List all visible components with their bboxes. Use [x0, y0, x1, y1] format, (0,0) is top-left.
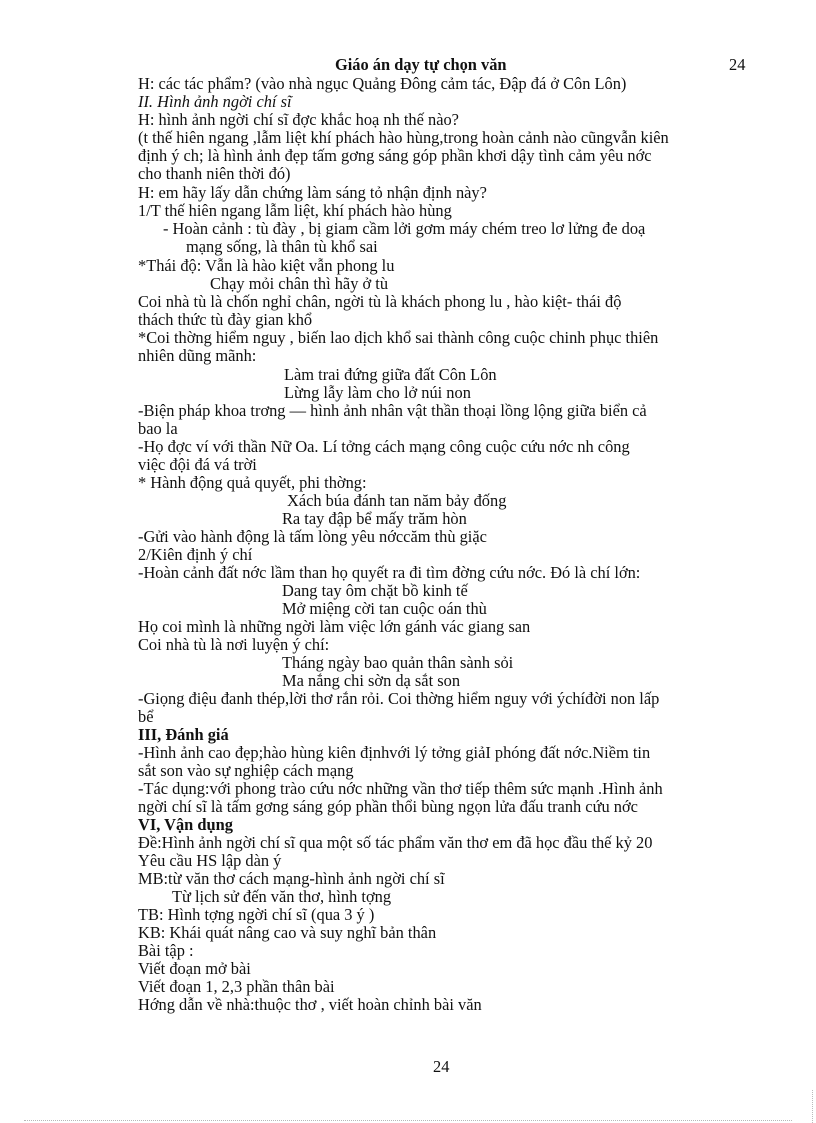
text-line: mạng sống, là thân tù khổ sai: [186, 237, 378, 256]
poem-line: Xách búa đánh tan năm bảy đống: [287, 491, 507, 510]
text-line: * Hành động quả quyết, phi thờng:: [138, 473, 367, 492]
text-line: *Coi thờng hiểm nguy , biến lao dịch khổ sai thành công cuộc chinh phục thiên: [138, 328, 659, 347]
margin-divider: [812, 1090, 813, 1123]
text-line: bể: [138, 707, 154, 726]
text-line: Coi nhà tù là chốn nghỉ chân, ngời tù là khách phong lu , hào kiệt- thái độ: [138, 292, 622, 311]
page-break-divider: [24, 1120, 792, 1121]
text-line: (t thế hiên ngang ,lẫm liệt khí phách hào hùng,trong hoàn cảnh nào cũngvẫn kiên: [138, 128, 669, 147]
text-line: KB: Khái quát nâng cao và suy nghĩ bản thân: [138, 923, 437, 942]
poem-line: Dang tay ôm chặt bồ kinh tế: [282, 581, 468, 600]
section-heading: II. Hình ảnh ngời chí sĩ: [138, 92, 292, 111]
text-line: bao la: [138, 419, 178, 438]
text-line: Hớng dẫn về nhà:thuộc thơ , viết hoàn chỉnh bài văn: [138, 995, 482, 1014]
text-line: H: các tác phẩm? (vào nhà ngục Quảng Đông cảm tác, Đập đá ở Côn Lôn): [138, 74, 627, 93]
text-line: thách thức tù đày gian khổ: [138, 310, 313, 329]
text-line: MB:từ văn thơ cách mạng-hình ảnh ngời chí sĩ: [138, 869, 445, 888]
text-line: -Giọng điệu đanh thép,lời thơ rắn rỏi. Coi thờng hiểm nguy với ýchíđời non lấp: [138, 689, 660, 708]
poem-line: Lừng lẫy làm cho lở núi non: [284, 383, 471, 402]
bullet-line: - Hoàn cảnh : tù đày , bị giam cầm lởi gơm máy chém treo lơ lửng đe doạ: [163, 219, 646, 238]
poem-line: Tháng ngày bao quản thân sành sỏi: [282, 653, 514, 672]
text-line: việc đội đá vá trời: [138, 455, 257, 474]
poem-line: Ma nắng chi sờn dạ sắt son: [282, 671, 461, 690]
text-line: -Tác dụng:với phong trào cứu nớc những vần thơ tiếp thêm sức mạnh .Hình ảnh: [138, 779, 663, 798]
text-line: -Họ đợc ví với thần Nữ Oa. Lí tởng cách mạng công cuộc cứu nớc nh công: [138, 437, 630, 456]
text-line: -Hình ảnh cao đẹp;hào hùng kiên địnhvới lý tởng giảI phóng đất nớc.Niềm tin: [138, 743, 651, 762]
text-line: ngời chí sĩ là tấm gơng sáng góp phần thổi bùng ngọn lửa đấu tranh cứu nớc: [138, 797, 638, 816]
text-line: Viết đoạn 1, 2,3 phần thân bài: [138, 977, 335, 996]
poem-line: Ra tay đập bể mấy trăm hòn: [282, 509, 467, 528]
text-line: định ý ch; là hình ảnh đẹp tấm gơng sáng góp phần khơi dậy tình cảm yêu nớc: [138, 146, 652, 165]
text-line: -Biện pháp khoa trơng — hình ảnh nhân vật thần thoại lồng lộng giữa biển cả: [138, 401, 647, 420]
text-line: Yêu cầu HS lập dàn ý: [138, 851, 282, 870]
text-line: cho thanh niên thời đó): [138, 164, 291, 183]
text-line: -Gửi vào hành động là tấm lòng yêu nớccăm thù giặc: [138, 527, 487, 546]
section-heading: III, Đánh giá: [138, 725, 229, 744]
text-line: *Thái độ: Vẫn là hào kiệt vẫn phong lu: [138, 256, 395, 275]
poem-line: Làm trai đứng giữa đất Côn Lôn: [284, 365, 497, 384]
text-line: 1/T thế hiên ngang lẫm liệt, khí phách hào hùng: [138, 201, 452, 220]
text-line: -Hoàn cảnh đất nớc lầm than họ quyết ra đi tìm đờng cứu nớc. Đó là chí lớn:: [138, 563, 641, 582]
text-line: Coi nhà tù là nơi luyện ý chí:: [138, 635, 330, 654]
text-line: Họ coi mình là những ngời làm việc lớn gánh vác giang san: [138, 617, 531, 636]
poem-line: Mở miệng cời tan cuộc oán thù: [282, 599, 487, 618]
text-line: Viết đoạn mở bài: [138, 959, 251, 978]
header-page-number: 24: [729, 55, 746, 74]
text-line: H: em hãy lấy dẫn chứng làm sáng tỏ nhận định này?: [138, 183, 487, 202]
page-header: [0, 55, 816, 75]
document-title: Giáo án dạy tự chọn văn: [335, 55, 507, 74]
section-heading: VI, Vận dụng: [138, 815, 233, 834]
poem-line: Chạy mỏi chân thì hãy ở tù: [210, 274, 389, 293]
text-line: H: hình ảnh ngời chí sĩ đợc khắc hoạ nh thế nào?: [138, 110, 459, 129]
footer-page-number: 24: [433, 1057, 450, 1076]
text-line: sắt son vào sự nghiệp cách mạng: [138, 761, 354, 780]
text-line: 2/Kiên định ý chí: [138, 545, 253, 564]
text-line: Từ lịch sử đến văn thơ, hình tợng: [172, 887, 392, 906]
text-line: TB: Hình tợng ngời chí sĩ (qua 3 ý ): [138, 905, 375, 924]
text-line: Đề:Hình ảnh ngời chí sĩ qua một số tác phẩm văn thơ em đã học đầu thế kỷ 20: [138, 833, 653, 852]
text-line: nhiên dũng mãnh:: [138, 346, 257, 365]
text-line: Bài tập :: [138, 941, 194, 960]
